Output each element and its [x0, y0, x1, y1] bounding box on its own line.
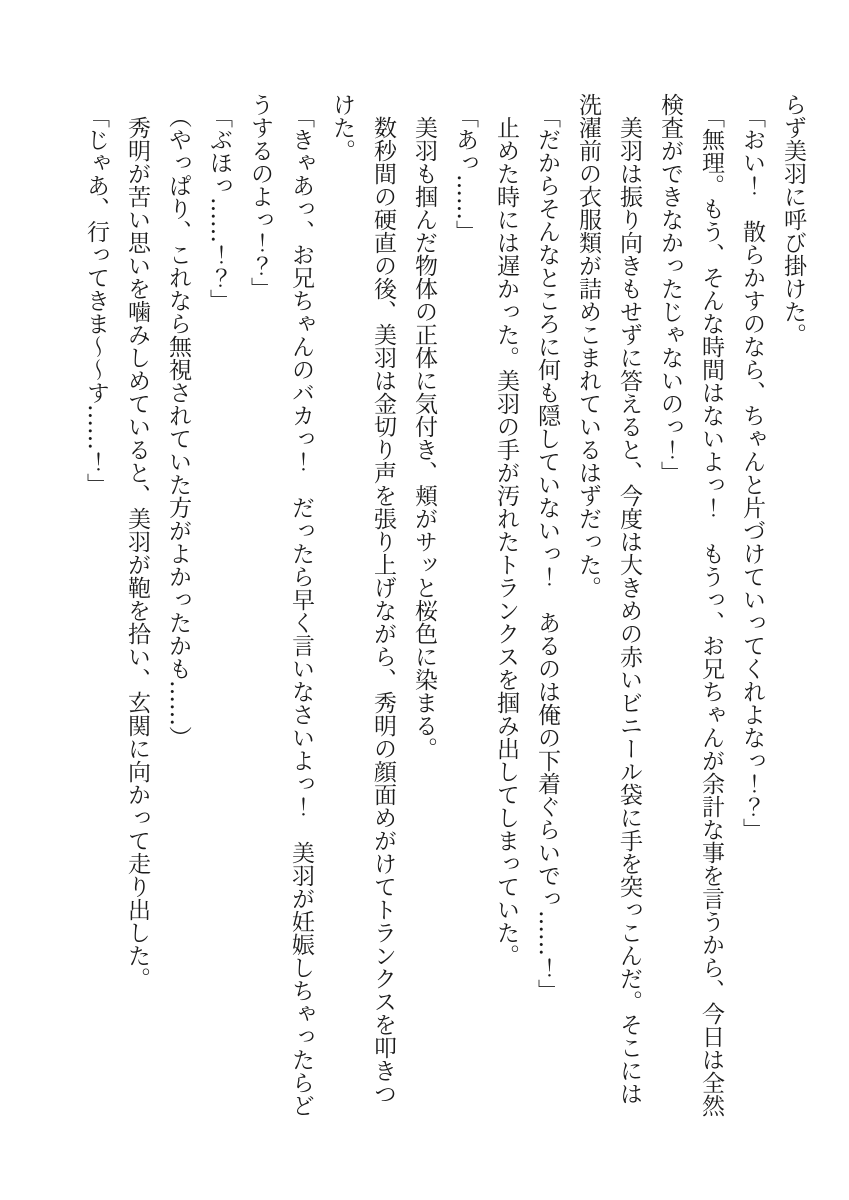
- text-line: 洗濯前の衣服類が詰めこまれているはずだった。: [575, 93, 601, 599]
- text-line: （やっぱり、これなら無視されていた方がよかったかも……）: [165, 104, 191, 749]
- text-line: らず美羽に呼び掛けた。: [780, 93, 806, 346]
- text-line: 秀明が苦い思いを噛みしめていると、美羽が鞄を拾い、玄関に向かって走り出した。: [124, 116, 150, 990]
- text-line: けた。: [329, 93, 355, 162]
- text-line: 「あっ……」: [452, 104, 478, 243]
- text-line: 「じゃあ、行ってきま～～す……！」: [83, 104, 109, 496]
- text-line: うするのよっ！？」: [247, 93, 273, 300]
- text-line: 数秒間の硬直の後、美羽は金切り声を張り上げながら、秀明の顔面めがけてトランクスを叩きつ: [370, 116, 396, 1105]
- text-line: 美羽は振り向きもせずに答えると、今度は大きめの赤いビニール袋に手を突っこんだ。そこには: [616, 116, 642, 1105]
- text-line: 「ぶほっ……！？」: [206, 104, 232, 312]
- text-line: 美羽も掴んだ物体の正体に気付き、頬がサッと桜色に染まる。: [411, 116, 437, 760]
- text-line: 検査ができなかったじゃないのっ！」: [657, 93, 683, 484]
- text-line: 止めた時には遅かった。美羽の手が汚れたトランクスを掴み出してしまっていた。: [493, 116, 519, 967]
- text-line: 「きゃあっ、お兄ちゃんのバカっ！ だったら早く言いなさいよっ！ 美羽が妊娠しちゃったらど: [288, 104, 314, 1117]
- vertical-text-block: [75, 93, 813, 1173]
- text-line: 「だからそんなところに何も隠していないっ！ あるのは俺の下着ぐらいでっ……！」: [534, 104, 560, 1002]
- text-line: 「無理。もう、そんな時間はないよっ！ もうっ、お兄ちゃんが余計な事を言うから、今日は全然: [698, 104, 724, 1117]
- text-line: 「おい！ 散らかすのなら、ちゃんと片づけていってくれよなっ！？」: [739, 104, 765, 841]
